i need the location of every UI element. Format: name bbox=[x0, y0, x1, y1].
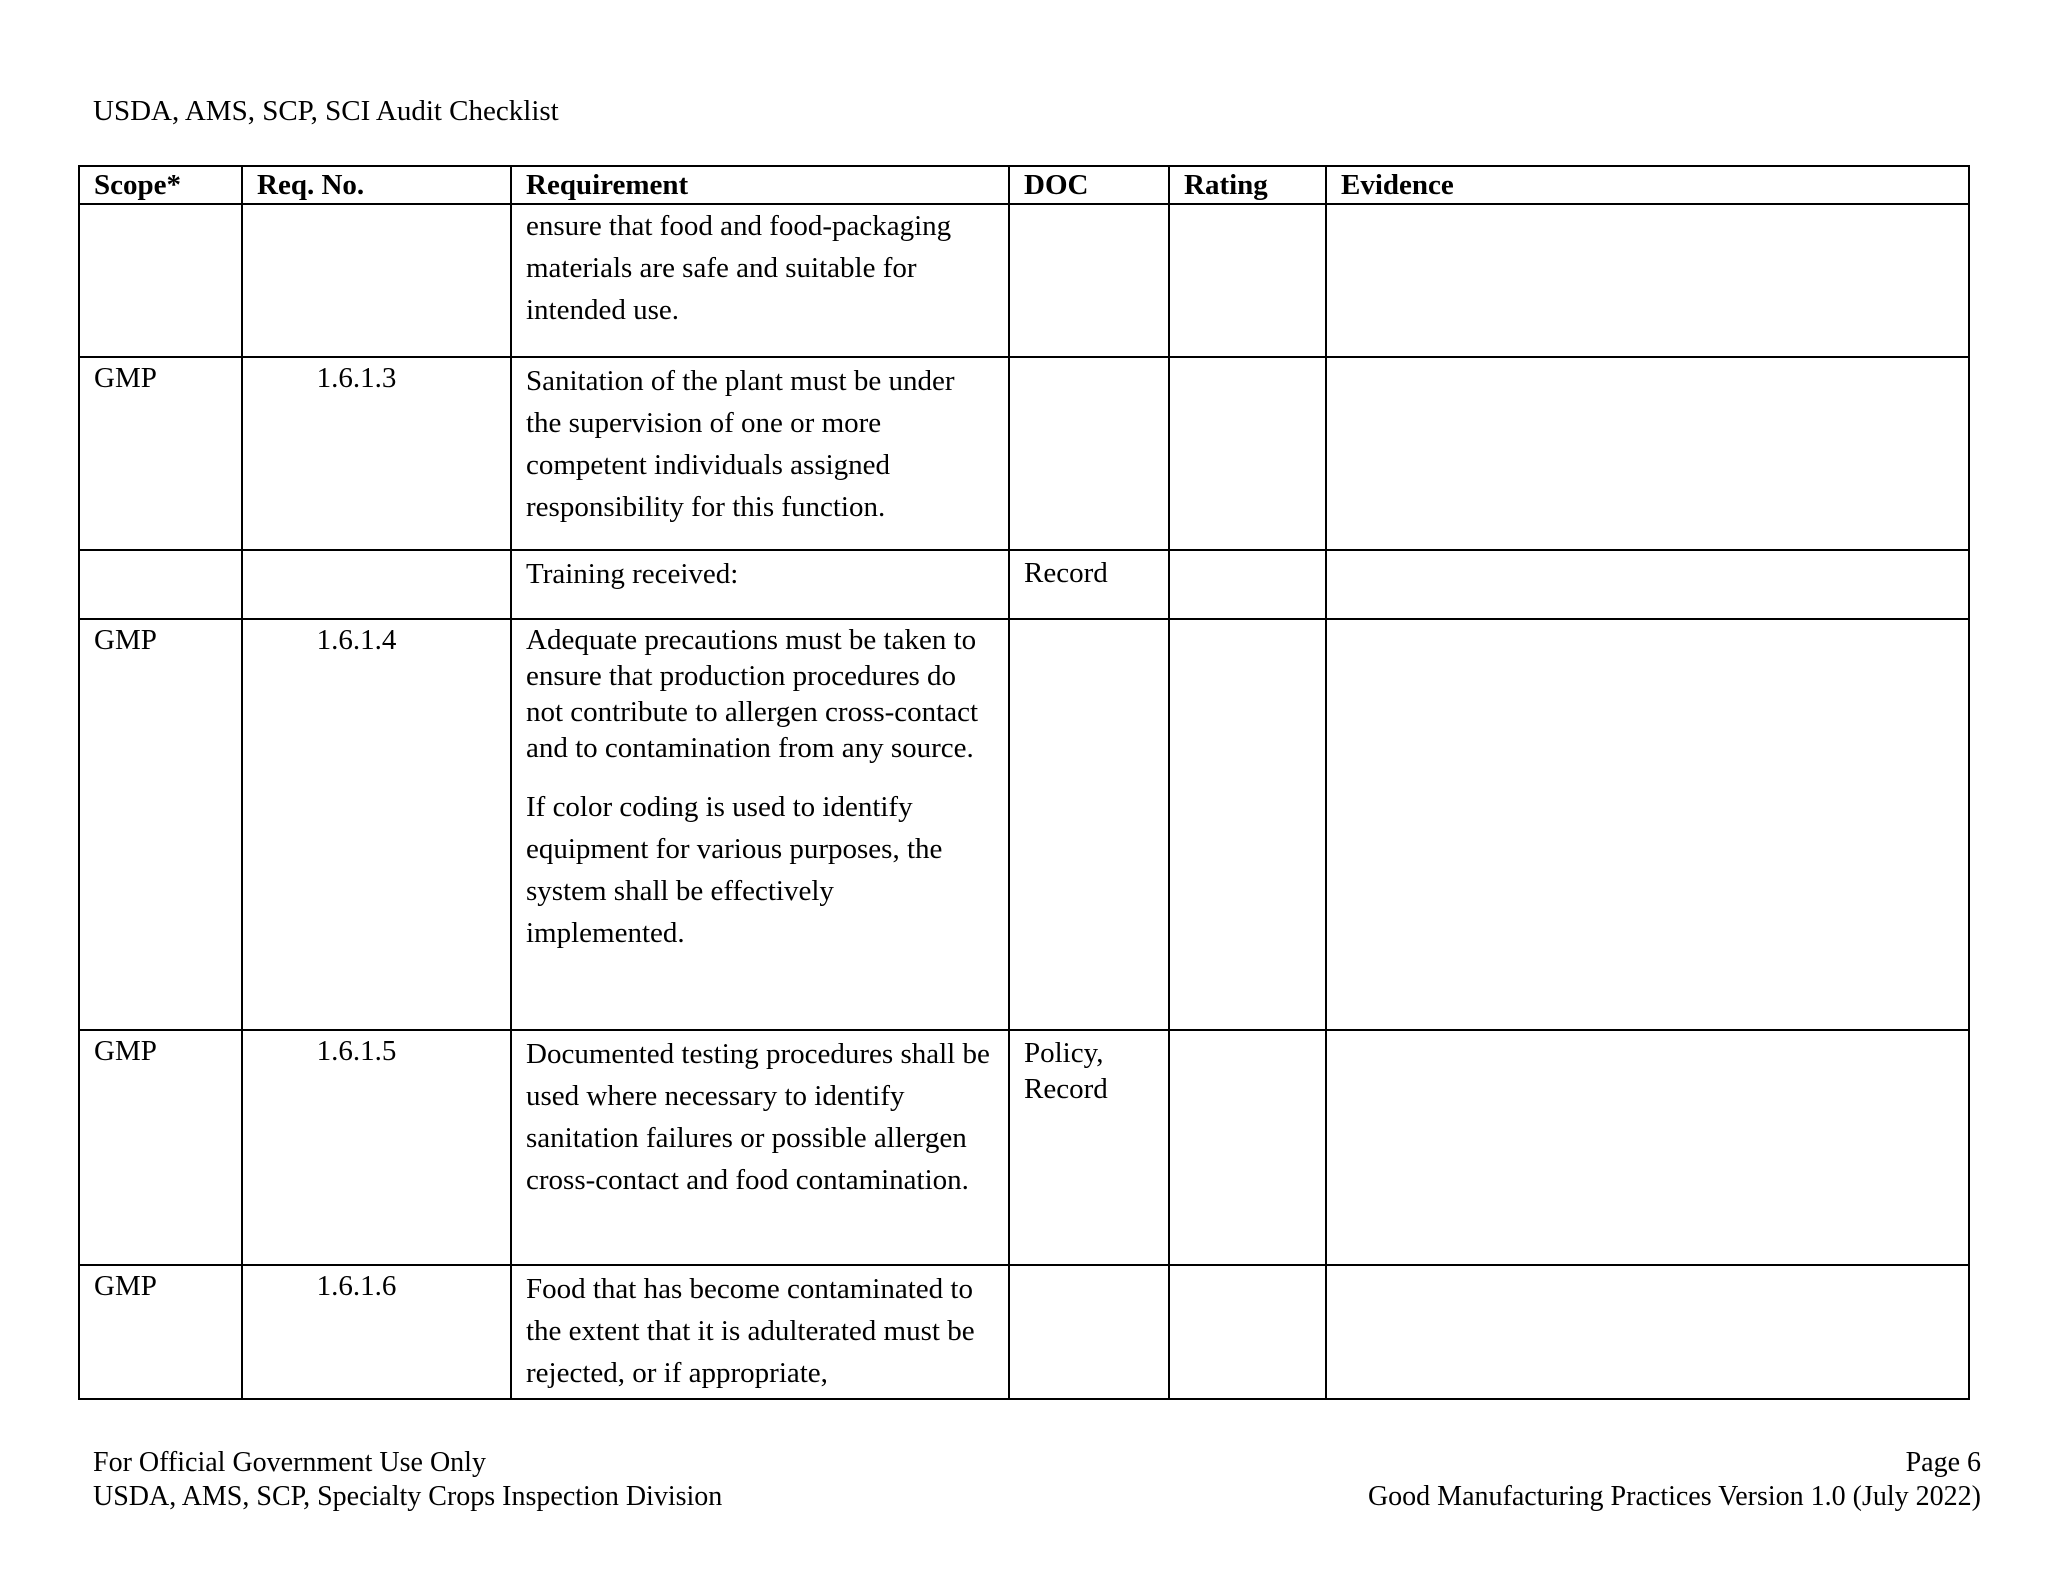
rating-cell bbox=[1169, 550, 1326, 619]
requirement-cell bbox=[511, 1030, 1009, 1265]
requirement-cell bbox=[511, 1265, 1009, 1399]
rating-cell bbox=[1169, 204, 1326, 357]
table-header-row bbox=[79, 166, 1969, 204]
rating-cell bbox=[1169, 1030, 1326, 1265]
req-no-cell: 1.6.1.3 bbox=[242, 357, 511, 550]
evidence-cell bbox=[1326, 1030, 1969, 1265]
column-header-scope: Scope* bbox=[79, 166, 242, 204]
page-header-title: USDA, AMS, SCP, SCI Audit Checklist bbox=[93, 95, 559, 127]
scope-cell: GMP bbox=[79, 357, 242, 550]
column-header-evidence: Evidence bbox=[1326, 166, 1969, 204]
table-row bbox=[79, 204, 1969, 357]
column-header-req-no: Req. No. bbox=[242, 166, 511, 204]
footer-version: Good Manufacturing Practices Version 1.0 (July 2022) bbox=[1367, 1481, 1981, 1512]
requirement-cell bbox=[511, 550, 1009, 619]
requirement-text: If color coding is used to identify equipment for various purposes, the system shall be effectively implemented. bbox=[526, 791, 943, 949]
column-header-doc: DOC bbox=[1009, 166, 1169, 204]
scope-cell: GMP bbox=[79, 619, 242, 1030]
rating-cell bbox=[1169, 619, 1326, 1030]
table-row bbox=[79, 1265, 1969, 1399]
evidence-cell bbox=[1326, 550, 1969, 619]
evidence-cell bbox=[1326, 357, 1969, 550]
evidence-cell bbox=[1326, 1265, 1969, 1399]
doc-cell bbox=[1009, 1030, 1169, 1265]
page-number: Page 6 bbox=[1905, 1447, 1981, 1478]
req-no-cell bbox=[242, 204, 511, 357]
doc-cell bbox=[1009, 357, 1169, 550]
requirement-cell bbox=[511, 204, 1009, 357]
requirement-text: ensure that food and food-packaging materials are safe and suitable for intended use. bbox=[526, 210, 952, 326]
rating-cell bbox=[1169, 357, 1326, 550]
doc-text: Policy, Record bbox=[1024, 1037, 1108, 1105]
footer-division: USDA, AMS, SCP, Specialty Crops Inspection Division bbox=[93, 1481, 723, 1512]
scope-cell bbox=[79, 550, 242, 619]
req-no-cell: 1.6.1.4 bbox=[242, 619, 511, 1030]
audit-checklist-table bbox=[78, 165, 1970, 1400]
scope-cell: GMP bbox=[79, 1265, 242, 1399]
requirement-text: Training received: bbox=[526, 558, 739, 590]
footer-right bbox=[1368, 1446, 1981, 1514]
doc-cell bbox=[1009, 204, 1169, 357]
evidence-cell bbox=[1326, 619, 1969, 1030]
scope-cell: GMP bbox=[79, 1030, 242, 1265]
table-row bbox=[79, 619, 1969, 1030]
table-row bbox=[79, 1030, 1969, 1265]
requirement-cell bbox=[511, 357, 1009, 550]
footer-left bbox=[93, 1446, 722, 1514]
table-row bbox=[79, 357, 1969, 550]
table-row bbox=[79, 550, 1969, 619]
paragraph-gap bbox=[526, 766, 994, 786]
req-no-cell: 1.6.1.6 bbox=[242, 1265, 511, 1399]
requirement-text: Documented testing procedures shall be used where necessary to identify sanitation failures or possible allergen cross-contact and food contamination. bbox=[526, 1038, 990, 1196]
scope-cell bbox=[79, 204, 242, 357]
doc-cell bbox=[1009, 1265, 1169, 1399]
column-header-rating: Rating bbox=[1169, 166, 1326, 204]
doc-cell bbox=[1009, 619, 1169, 1030]
footer-official-use: For Official Government Use Only bbox=[93, 1447, 486, 1478]
requirement-text: Food that has become contaminated to the extent that it is adulterated must be rejected, or if appropriate, bbox=[526, 1273, 975, 1389]
requirement-text: Sanitation of the plant must be under the supervision of one or more competent individuals assigned responsibility for this function. bbox=[526, 365, 955, 523]
requirement-cell bbox=[511, 619, 1009, 1030]
requirement-text: Adequate precautions must be taken to ensure that production procedures do not contribute to allergen cross-contact and to contamination from any source. bbox=[526, 624, 979, 764]
evidence-cell bbox=[1326, 204, 1969, 357]
rating-cell bbox=[1169, 1265, 1326, 1399]
req-no-cell: 1.6.1.5 bbox=[242, 1030, 511, 1265]
req-no-cell bbox=[242, 550, 511, 619]
doc-cell: Record bbox=[1009, 550, 1169, 619]
column-header-requirement: Requirement bbox=[511, 166, 1009, 204]
